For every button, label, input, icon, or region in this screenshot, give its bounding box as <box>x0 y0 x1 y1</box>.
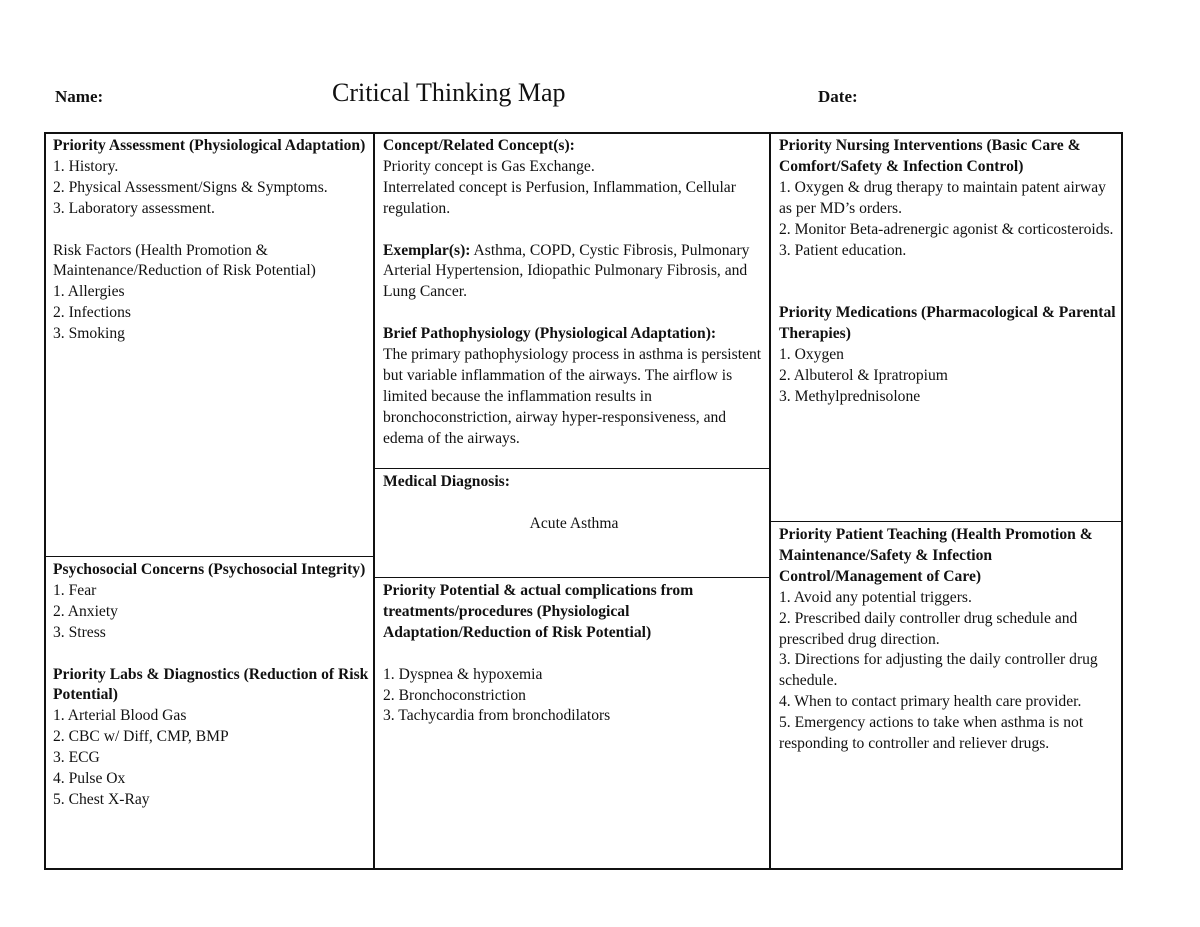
risk-item-3: 3. Smoking <box>53 325 125 343</box>
intervention-item-3: 3. Patient education. <box>779 241 907 259</box>
complication-item-2: 2. Bronchoconstriction <box>383 686 526 704</box>
concept-heading: Concept/Related Concept(s): <box>383 137 575 154</box>
row-divider-right <box>770 521 1123 522</box>
diagnosis-heading: Medical Diagnosis: <box>383 473 510 490</box>
teaching-item-1: 1. Avoid any potential triggers. <box>779 588 972 606</box>
psychosocial-item-1: 1. Fear <box>53 581 97 599</box>
column-divider-left <box>373 132 375 870</box>
exemplar-text: Asthma, COPD, Cystic Fibrosis, Pulmonary Arterial Hypertension, Idiopathic Pulmonary Fibrosis, and Lung Cancer. <box>383 241 753 301</box>
labs-item-1: 1. Arterial Blood Gas <box>53 707 187 725</box>
date-label: Date: <box>818 87 858 106</box>
assessment-item-1: 1. History. <box>53 157 119 175</box>
intervention-item-1: 1. Oxygen & drug therapy to maintain patent airway as per MD’s orders. <box>779 178 1110 217</box>
concept-cell <box>383 136 765 450</box>
complication-item-1: 1. Dyspnea & hypoxemia <box>383 665 543 683</box>
row-divider-middle-top <box>374 468 770 469</box>
risk-item-1: 1. Allergies <box>53 283 125 301</box>
column-divider-right <box>769 132 771 870</box>
labs-item-3: 3. ECG <box>53 749 100 767</box>
teaching-heading: Priority Patient Teaching (Health Promotion & Maintenance/Safety & Infection Control/Management of Care) <box>779 526 1097 585</box>
labs-item-4: 4. Pulse Ox <box>53 770 126 788</box>
teaching-item-4: 4. When to contact primary health care provider. <box>779 693 1082 711</box>
risk-factors-heading: Risk Factors (Health Promotion & Maintenance/Reduction of Risk Potential) <box>53 241 316 280</box>
risk-item-2: 2. Infections <box>53 304 131 322</box>
interventions-cell <box>779 136 1119 408</box>
psychosocial-item-2: 2. Anxiety <box>53 602 118 620</box>
teaching-item-5: 5. Emergency actions to take when asthma is not responding to controller and reliever drugs. <box>779 714 1088 753</box>
labs-heading: Priority Labs & Diagnostics (Reduction of Risk Potential) <box>53 665 373 704</box>
complication-item-3: 3. Tachycardia from bronchodilators <box>383 707 611 725</box>
labs-item-2: 2. CBC w/ Diff, CMP, BMP <box>53 728 229 746</box>
psychosocial-item-3: 3. Stress <box>53 623 106 641</box>
psychosocial-heading: Psychosocial Concerns (Psychosocial Integrity) <box>53 561 366 578</box>
row-divider-left <box>44 556 374 557</box>
concept-interrelated: Interrelated concept is Perfusion, Inflammation, Cellular regulation. <box>383 178 740 217</box>
teaching-cell <box>779 525 1119 755</box>
complications-cell <box>383 581 765 727</box>
medication-item-1: 1. Oxygen <box>779 346 844 364</box>
name-label: Name: <box>55 87 104 106</box>
diagnosis-cell <box>383 472 765 535</box>
complications-heading: Priority Potential & actual complications from treatments/procedures (Physiological Adaptation/Reduction of Risk Potential) <box>383 582 698 641</box>
exemplar-label: Exemplar(s): <box>383 241 471 259</box>
teaching-item-3: 3. Directions for adjusting the daily controller drug schedule. <box>779 651 1102 690</box>
psychosocial-labs-cell <box>53 560 373 811</box>
pathophysiology-heading: Brief Pathophysiology (Physiological Adaptation): <box>383 325 717 343</box>
labs-item-5: 5. Chest X-Ray <box>53 790 150 808</box>
assessment-item-3: 3. Laboratory assessment. <box>53 199 215 217</box>
medication-item-2: 2. Albuterol & Ipratropium <box>779 366 948 384</box>
medications-heading: Priority Medications (Pharmacological & Parental Therapies) <box>779 304 1120 343</box>
concept-priority: Priority concept is Gas Exchange. <box>383 157 595 175</box>
medication-item-3: 3. Methylprednisolone <box>779 387 921 405</box>
priority-assessment-cell <box>53 136 369 345</box>
interventions-heading: Priority Nursing Interventions (Basic Care & Comfort/Safety & Infection Control) <box>779 137 1085 175</box>
intervention-item-2: 2. Monitor Beta-adrenergic agonist & corticosteroids. <box>779 220 1114 238</box>
row-divider-middle-bottom <box>374 577 770 578</box>
teaching-item-2: 2. Prescribed daily controller drug schedule and prescribed drug direction. <box>779 609 1082 648</box>
pathophysiology-text: The primary pathophysiology process in asthma is persistent but variable inflammation of the airways. The airflow is limited because the inflammation results in bronchoconstriction, airway hyper-responsiveness, and edema of the airways. <box>383 346 765 447</box>
priority-assessment-heading: Priority Assessment (Physiological Adaptation) <box>53 137 366 154</box>
assessment-item-2: 2. Physical Assessment/Signs & Symptoms. <box>53 178 328 196</box>
page-title: Critical Thinking Map <box>332 78 566 107</box>
diagnosis-value: Acute Asthma <box>529 514 619 532</box>
